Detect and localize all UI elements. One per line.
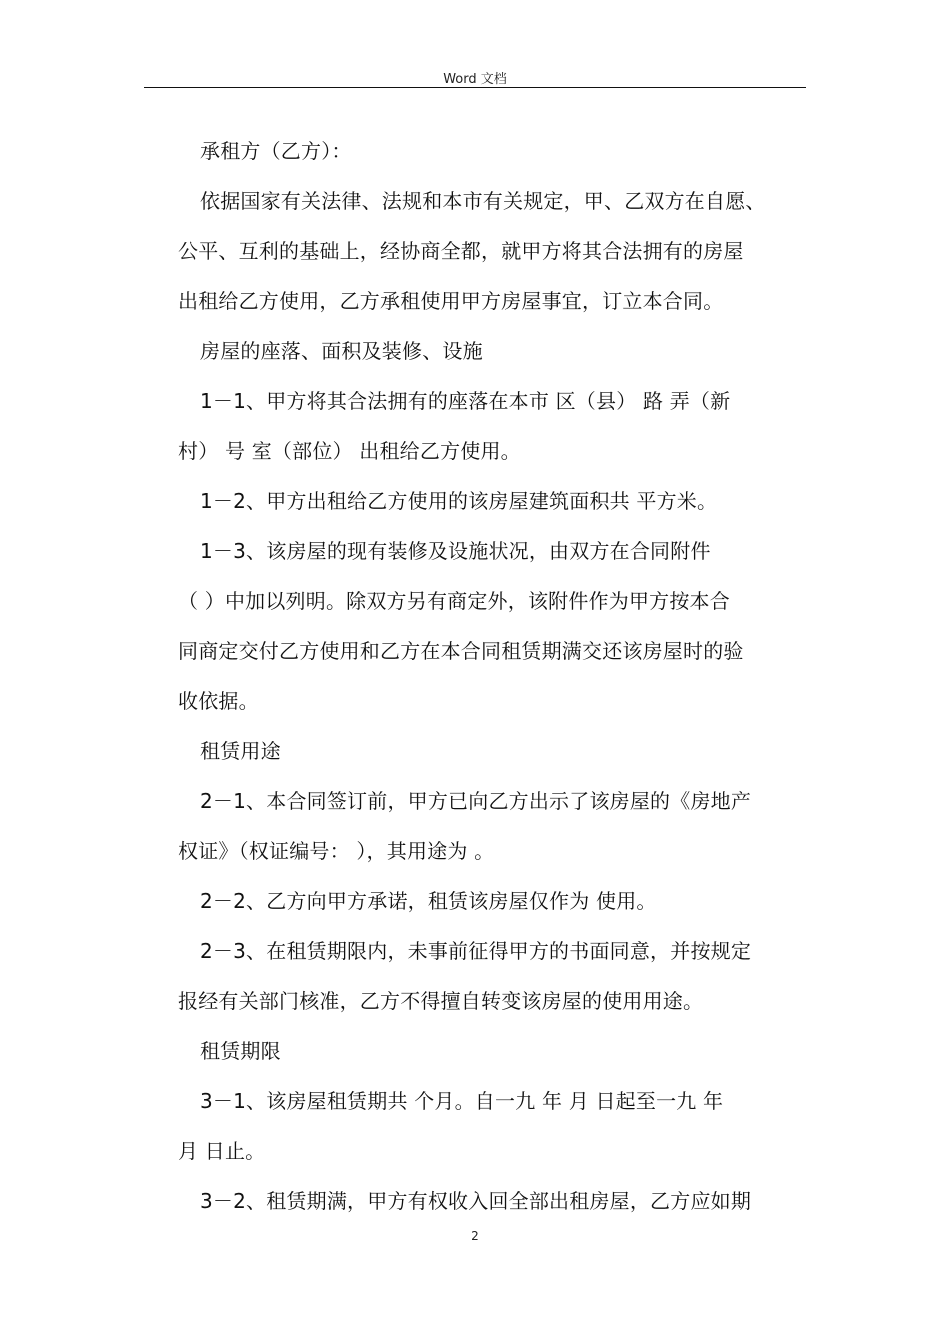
text-line: 1－1、甲方将其合法拥有的座落在本市 区（县） 路 弄（新 — [200, 389, 731, 413]
document-body — [178, 126, 818, 1226]
text-line: 同商定交付乙方使用和乙方在本合同租赁期满交还该房屋时的验 — [178, 639, 744, 663]
text-line: 出租给乙方使用，乙方承租使用甲方房屋事宜，订立本合同。 — [178, 289, 724, 313]
text-line: 村） 号 室（部位） 出租给乙方使用。 — [178, 439, 521, 463]
text-line: 租赁用途 — [200, 739, 281, 763]
page-number: 2 — [471, 1229, 479, 1243]
text-line: 收依据。 — [178, 689, 259, 713]
text-line: 2－1、本合同签订前，甲方已向乙方出示了该房屋的《房地产 — [200, 789, 752, 813]
text-line: （ ）中加以列明。除双方另有商定外，该附件作为甲方按本合 — [178, 589, 730, 613]
text-line: 2－2、乙方向甲方承诺，租赁该房屋仅作为 使用。 — [200, 889, 657, 913]
text-line: 1－2、甲方出租给乙方使用的该房屋建筑面积共 平方米。 — [200, 489, 718, 513]
text-line: 租赁期限 — [200, 1039, 281, 1063]
text-line: 月 日止。 — [178, 1139, 266, 1163]
text-line: 房屋的座落、面积及装修、设施 — [200, 339, 483, 363]
text-line: 依据国家有关法律、法规和本市有关规定，甲、乙双方在自愿、 — [200, 189, 766, 213]
text-line: 3－2、租赁期满，甲方有权收入回全部出租房屋，乙方应如期 — [200, 1189, 752, 1213]
page-header: Word 文档 — [443, 72, 507, 87]
text-line: 权证》（权证编号： ），其用途为 。 — [178, 839, 495, 863]
text-line: 承租方（乙方）： — [200, 139, 352, 163]
text-line: 公平、互利的基础上，经协商全都，就甲方将其合法拥有的房屋 — [178, 239, 744, 263]
text-line: 3－1、该房屋租赁期共 个月。自一九 年 月 日起至一九 年 — [200, 1089, 724, 1113]
text-line: 2－3、在租赁期限内，未事前征得甲方的书面同意，并按规定 — [200, 939, 752, 963]
header-divider — [144, 87, 806, 88]
text-line: 报经有关部门核准，乙方不得擅自转变该房屋的使用用途。 — [178, 989, 704, 1013]
text-line: 1－3、该房屋的现有装修及设施状况，由双方在合同附件 — [200, 539, 711, 563]
